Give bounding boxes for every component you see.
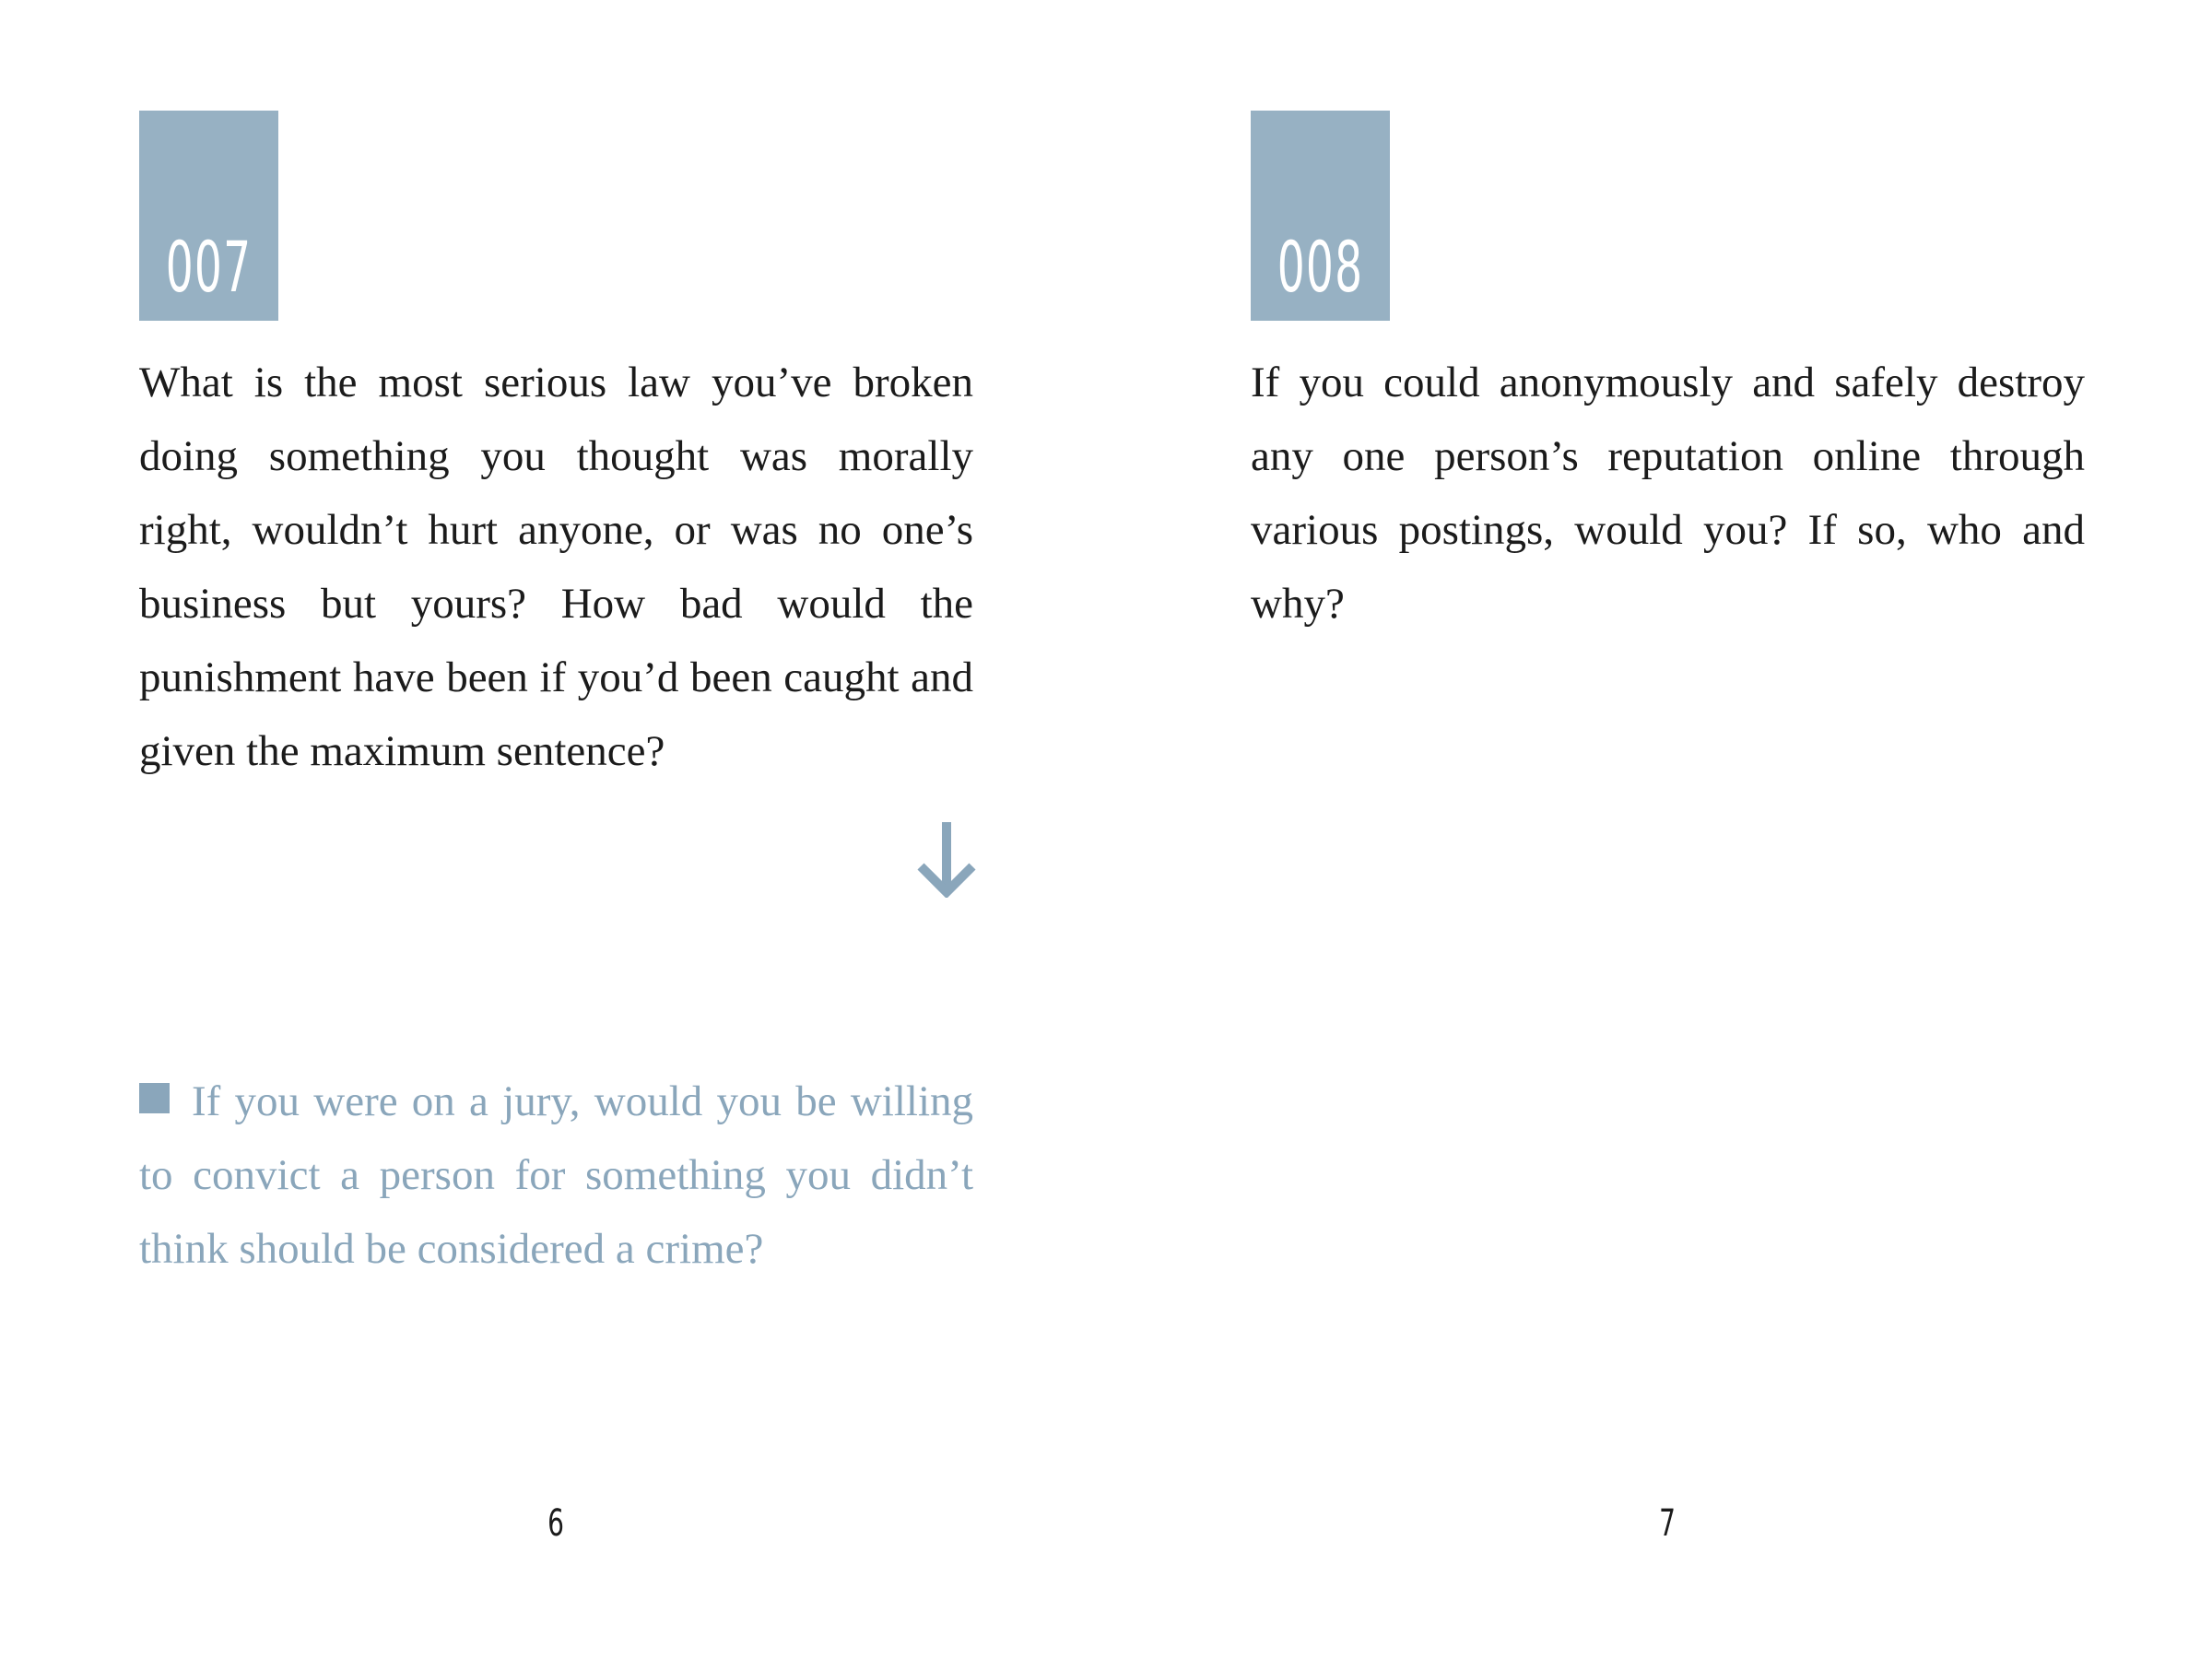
question-number: 008 [1277,226,1364,308]
arrow-down-icon [917,820,976,898]
followup-text: If you were on a jury, would you be willing to convict a person for something you didn’t think should be considered a crime? [139,1077,973,1273]
square-bullet-icon [139,1083,170,1113]
page-number: 7 [1659,1502,1676,1545]
question-number-block [1251,111,1390,321]
page-number: 6 [547,1502,564,1545]
question-text: What is the most serious law you’ve broken doing something you thought was morally right, wouldn’t hurt anyone, or was no one’s business but yours? How bad would the punishment have been if you’d been caught and given the maximum sentence? [139,359,973,775]
question-number-block [139,111,278,321]
question-number: 007 [165,226,253,308]
question-text: If you could anonymously and safely destroy any one person’s reputation online through various postings, would you? If so, who and why? [1251,359,2085,628]
right-page [1106,0,2212,1659]
followup-question [139,1065,973,1286]
